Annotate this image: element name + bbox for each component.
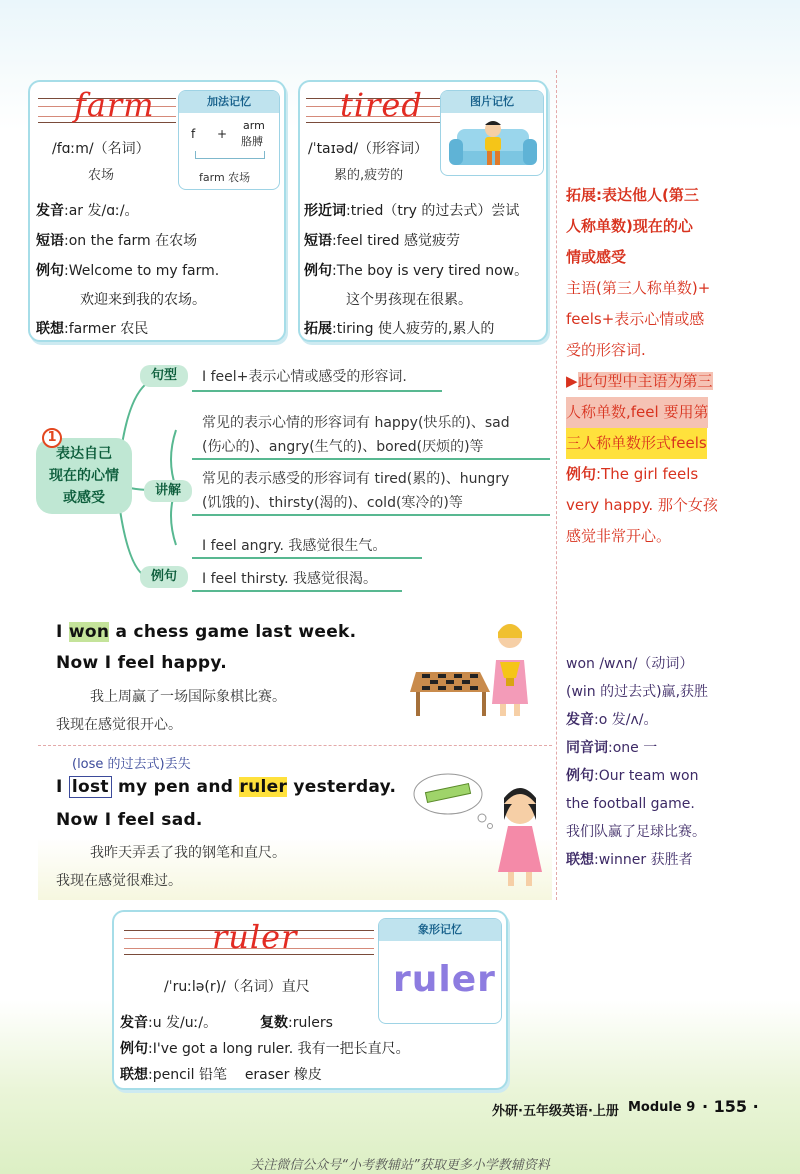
- sentence-pattern-text: I feel+表示心情或感受的形容词.: [202, 369, 407, 385]
- plural-text: :rulers: [288, 1015, 333, 1031]
- footer-page-number: · 155 ·: [702, 1097, 759, 1116]
- homo-text: :one 一: [608, 740, 658, 756]
- branch-underline: [192, 557, 422, 559]
- won-pron: [566, 706, 796, 734]
- main-line-1: 表达自己: [56, 446, 112, 462]
- explanation-line-3: 常见的表示感受的形容词有 tired(累的)、hungry: [202, 471, 510, 487]
- memo-plus: +: [217, 127, 228, 141]
- s1-start: I: [56, 622, 69, 642]
- pron-label: 发音: [36, 203, 64, 219]
- ex-label: 例句: [304, 263, 332, 279]
- assoc-label: 联想: [566, 852, 594, 868]
- tired-example-zh: 这个男孩现在很累。: [346, 292, 472, 308]
- sad-girl-thinking-ruler-illustration: [412, 768, 548, 888]
- plural-label: 复数: [260, 1015, 288, 1031]
- headword-tired: tired: [340, 86, 423, 124]
- ex-text: :The girl feels: [596, 465, 699, 483]
- ruler-assoc: [120, 1064, 322, 1084]
- tired-boy-on-sofa-icon: [447, 115, 539, 173]
- tired-word-card: [298, 80, 548, 342]
- won-example-2: the football game.: [566, 796, 695, 812]
- ruler-phonetic: /ˈruːlə(r)/（名词）直尺: [164, 979, 310, 995]
- word-won-highlight: won: [68, 622, 110, 642]
- ext-label: 拓展: [304, 321, 332, 337]
- s2-start: I: [56, 777, 69, 797]
- assoc-text: :farmer 农民: [64, 321, 149, 337]
- ext-example: [566, 459, 796, 490]
- ext-text: :tiring 使人疲劳的,累人的: [332, 321, 495, 337]
- similar-text: :tried（try 的过去式）尝试: [346, 203, 520, 219]
- ext-title-1: 拓展:表达他人(第三: [566, 186, 699, 204]
- ex-text: :I've got a long ruler. 我有一把长直尺。: [148, 1041, 410, 1057]
- pron-text: :u 发/uː/。: [148, 1015, 218, 1031]
- sentence-2-line-2: Now I feel sad.: [56, 810, 203, 830]
- lost-annotation: (lose 的过去式)丢失: [72, 757, 191, 772]
- won-line-2: (win 的过去式)赢,获胜: [566, 684, 709, 700]
- word-ruler-highlight: ruler: [239, 777, 288, 797]
- memo-title: 加法记忆: [179, 91, 279, 113]
- ext-title-3: 情或感受: [566, 248, 627, 266]
- explanation-line-2: (伤心的)、angry(生气的)、bored(厌烦的)等: [202, 439, 484, 455]
- pron-label: 发音: [566, 712, 594, 728]
- tired-similar: [304, 200, 519, 220]
- ex-label: 例句: [566, 465, 597, 483]
- sentence-1-line-1: [56, 622, 356, 642]
- ruler-word-card: [112, 910, 508, 1090]
- branch-examples: 例句: [140, 566, 188, 588]
- branch-explanation: 讲解: [144, 480, 192, 502]
- headword-farm: farm: [74, 86, 155, 124]
- ext-line-3: 受的形容词.: [566, 341, 646, 359]
- branch-underline: [192, 514, 550, 516]
- ext-note-1-text: 此句型中主语为第三: [577, 372, 713, 390]
- farm-meaning: 农场: [88, 168, 115, 183]
- word-lost-boxed: lost: [69, 776, 112, 798]
- tired-meaning: 累的,疲劳的: [334, 168, 404, 183]
- sentence-2-block-border: [38, 745, 552, 746]
- ex-label: 例句: [566, 768, 594, 784]
- won-assoc: [566, 846, 796, 874]
- ex-en: :The boy is very tired now。: [332, 263, 529, 279]
- footer-book-title: 外研·五年级英语·上册: [492, 1104, 619, 1119]
- tired-phrase: [304, 230, 460, 250]
- ext-example-2: very happy. 那个女孩: [566, 496, 718, 514]
- ext-note-2: 人称单数,feel 要用第: [566, 397, 708, 428]
- phrase-label: 短语: [36, 233, 64, 249]
- addition-memory-box: [178, 90, 280, 190]
- phrase-label: 短语: [304, 233, 332, 249]
- pron-text: :ar 发/ɑː/。: [64, 203, 139, 219]
- farm-example-zh: 欢迎来到我的农场。: [80, 292, 206, 308]
- ext-line-2: feels+表示心情或感: [566, 310, 705, 328]
- farm-pron: [36, 200, 139, 220]
- sidebar-extension-note: [566, 180, 796, 552]
- assoc-text: :pencil 铅笔 eraser 橡皮: [148, 1067, 322, 1083]
- mindmap-number-badge: 1: [42, 428, 62, 448]
- branch-sentence-pattern: 句型: [140, 365, 188, 387]
- pictograph-memory-box: [378, 918, 502, 1024]
- sentence-1-zh-2: 我现在感觉很开心。: [56, 717, 182, 733]
- main-line-3: 或感受: [63, 490, 105, 506]
- similar-label: 形近词: [304, 203, 346, 219]
- ext-example-3: 感觉非常开心。: [566, 527, 672, 545]
- branch-underline: [192, 390, 442, 392]
- headword-ruler: ruler: [212, 918, 298, 956]
- ext-note-3: 三人称单数形式feels: [566, 428, 707, 459]
- farm-example: [36, 260, 219, 280]
- example-line-2: I feel thirsty. 我感觉很渴。: [202, 571, 378, 587]
- sentence-1-line-2: Now I feel happy.: [56, 653, 227, 673]
- s2-mid: my pen and: [111, 777, 240, 797]
- sidebar-won-note: [566, 650, 796, 874]
- farm-assoc: [36, 318, 148, 338]
- sentence-2-zh-1: 我昨天弄丢了我的钢笔和直尺。: [90, 845, 286, 861]
- mindmap-main-node: [36, 438, 132, 514]
- assoc-label: 联想: [120, 1067, 148, 1083]
- tired-example: [304, 260, 528, 280]
- ex-en: :Welcome to my farm.: [64, 263, 220, 279]
- sentence-2-zh-2: 我现在感觉很难过。: [56, 873, 182, 889]
- won-example-3: 我们队赢了足球比赛。: [566, 824, 706, 840]
- sentence-2-line-1: [56, 777, 396, 797]
- footer-watermark: 关注微信公众号“小考教辅站”获取更多小学教辅资料: [250, 1158, 550, 1173]
- ruler-plural: [260, 1012, 333, 1032]
- pron-text: :o 发/ʌ/。: [594, 712, 658, 728]
- memo-arm-zh: 胳膊: [241, 135, 263, 148]
- farm-word-card: [28, 80, 286, 342]
- branch-underline: [192, 458, 550, 460]
- tired-extension: [304, 318, 494, 338]
- won-homophone: [566, 734, 796, 762]
- footer-module: Module 9: [628, 1100, 696, 1115]
- ext-title-2: 人称单数)现在的心: [566, 217, 693, 235]
- memo-bracket: [195, 151, 265, 159]
- farm-phrase: [36, 230, 197, 250]
- assoc-label: 联想: [36, 321, 64, 337]
- girl-with-trophy-chess-illustration: [410, 620, 540, 720]
- branch-underline: [192, 590, 402, 592]
- memo-title: 图片记忆: [441, 91, 543, 113]
- sentence-1-zh-1: 我上周赢了一场国际象棋比赛。: [90, 689, 286, 705]
- ex-label: 例句: [120, 1041, 148, 1057]
- s1-rest: a chess game last week.: [109, 622, 357, 642]
- won-example: [566, 762, 796, 790]
- memo-result: farm 农场: [199, 171, 251, 184]
- tired-phonetic: /ˈtaɪəd/（形容词）: [308, 141, 429, 157]
- main-line-2: 现在的心情: [49, 468, 119, 484]
- ext-line-1: 主语(第三人称单数)+: [566, 279, 711, 297]
- pron-label: 发音: [120, 1015, 148, 1031]
- memo-title: 象形记忆: [379, 919, 501, 941]
- ruler-word-art: ruler: [393, 959, 496, 1000]
- explanation-line-4: (饥饿的)、thirsty(渴的)、cold(寒冷的)等: [202, 495, 463, 511]
- phrase-text: :feel tired 感觉疲劳: [332, 233, 460, 249]
- ruler-pron: [120, 1012, 217, 1032]
- ex-text: :Our team won: [594, 768, 699, 784]
- farm-phonetic: /fɑːm/（名词）: [52, 141, 150, 157]
- phrase-text: :on the farm 在农场: [64, 233, 198, 249]
- s2-end: yesterday.: [287, 777, 397, 797]
- homo-label: 同音词: [566, 740, 608, 756]
- ruler-example: [120, 1038, 410, 1058]
- ext-note-1: [566, 366, 796, 397]
- explanation-line-1: 常见的表示心情的形容词有 happy(快乐的)、sad: [202, 415, 510, 431]
- picture-memory-box: [440, 90, 544, 176]
- ex-label: 例句: [36, 263, 64, 279]
- assoc-text: :winner 获胜者: [594, 852, 693, 868]
- memo-arm: arm: [243, 119, 265, 132]
- memo-f: f: [191, 127, 196, 141]
- arrow-bullet-icon: ▶: [566, 372, 578, 390]
- example-line-1: I feel angry. 我感觉很生气。: [202, 538, 387, 554]
- won-line-1: won /wʌn/（动词）: [566, 656, 694, 672]
